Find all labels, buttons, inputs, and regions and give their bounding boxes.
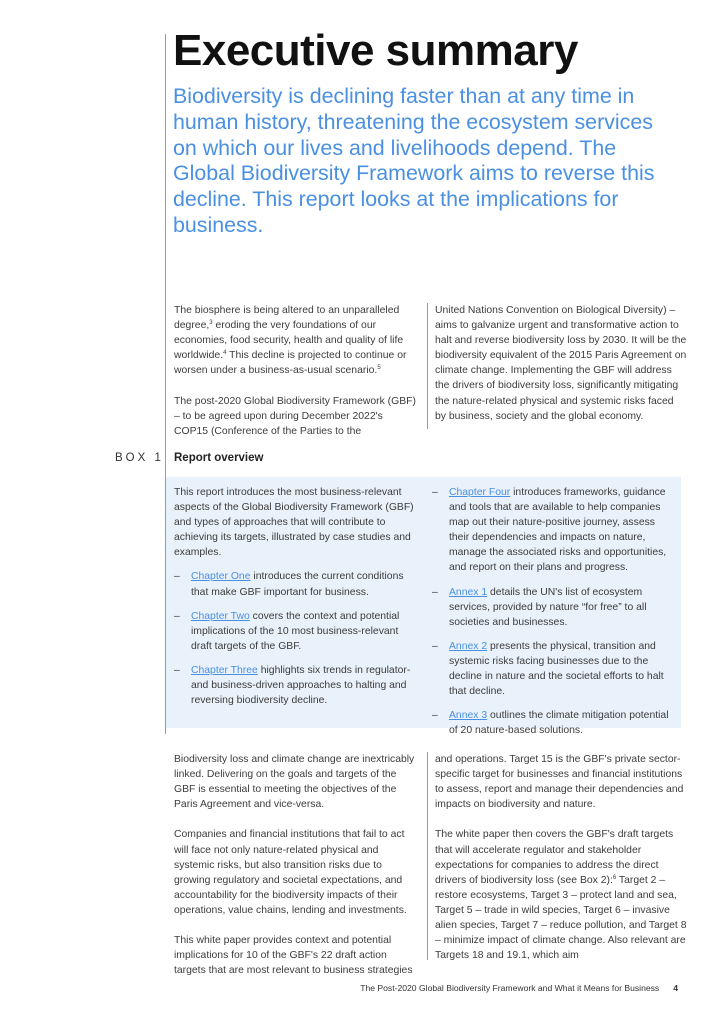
intro-right-column <box>435 303 687 424</box>
lead-paragraph: Biodiversity is declining faster than at any time in human history, threatening the ecosystem services on which our lives and livelihoods depend. The Global Biodiversity Framework aims to reverse this decline. This report looks at the implications for business. <box>173 84 655 237</box>
body-right-column <box>435 752 687 963</box>
body-paragraph-4: and operations. Target 15 is the GBF's private sector-specific target for businesses and financial institutions to assess, report and manage their dependencies and impacts on biodiversity and nature. <box>435 754 684 811</box>
list-item: – Annex 1 details the UN's list of ecosystem services, provided by nature “for free” to all societies and businesses. <box>432 586 647 628</box>
footnote-ref[interactable]: 4 <box>223 350 227 357</box>
list-item: – Annex 2 presents the physical, transition and systemic risks facing businesses due to the decline in nature and the societal efforts to halt that decline. <box>432 640 664 698</box>
dash-bullet: – <box>432 487 438 498</box>
page-footer <box>360 983 678 993</box>
annex-2-link[interactable]: Annex 2 <box>449 640 488 652</box>
dash-bullet: – <box>432 640 438 652</box>
list-item: – Chapter Four introduces frameworks, guidance and tools that are available to help companies map out their nature-positive journey, assess their dependencies and impacts on nature, manage the associated risks and opportunities, and report on their plans and progress. <box>432 487 667 574</box>
list-item: – Chapter One introduces the current conditions that make GBF important for business. <box>174 571 404 598</box>
footnote-ref[interactable]: 3 <box>209 320 213 327</box>
list-item: – Chapter Three highlights six trends in regulator- and business-driven approaches to halting and reversing biodiversity decline. <box>174 664 411 707</box>
chapter-four-link[interactable]: Chapter Four <box>449 487 511 498</box>
intro-paragraph-3: United Nations Convention on Biological Diversity) – aims to galvanize urgent and transformative action to halt and reverse biodiversity loss by 2030. It will be the biodiversity equivalent of the 2015 Paris Agreement on climate change. Implementing the GBF will address the drivers of biodiversity loss, significantly mitigating the nature-related physical and systemic risks faced by business, society and the global economy. <box>435 305 687 422</box>
box-left-column <box>174 485 419 717</box>
body-paragraph-3: This white paper provides context and potential implications for 10 of the GBF's 22 draft action targets that are most relevant to business strategies <box>174 935 413 977</box>
body-paragraph-5: The white paper then covers the GBF's draft targets that will accelerate regulator and stakeholder expectations for companies to address the direct drivers of biodiversity loss (see Box 2):$^6$ Target 2 – restore ecosystems, Target 3 – protect land and sea, Target 5 – trade in wild species, Target 6 – invasive alien species, Target 7 – reduce pollution, and Target 8 – minimize impact of climate change. Also relevant are Targets 18 and 19.1, which aim <box>435 829 687 962</box>
list-item: – Annex 3 outlines the climate mitigation potential of 20 nature-based solutions. <box>432 710 669 737</box>
report-overview-box <box>166 477 681 737</box>
page-title: Executive summary <box>173 26 578 75</box>
dash-bullet: – <box>432 710 438 722</box>
dash-bullet: – <box>432 586 438 598</box>
page-number: 4 <box>673 983 678 993</box>
footnote-ref[interactable]: 6 <box>612 874 617 881</box>
intro-paragraph-1: The biosphere is being altered to an unparalleled degree,$^3$ eroding the very foundations of our economies, food security, health and quality of life worldwide.$^4$ This decline is projected to continue or worsen under a business-as-usual scenario.$^5$ <box>174 305 407 377</box>
dash-bullet: – <box>174 664 180 676</box>
dash-bullet: – <box>174 610 180 622</box>
column-divider <box>427 303 428 429</box>
body-paragraph-2: Companies and financial institutions that fail to act will face not only nature-related physical and systemic risks, but also transition risks due to growing regulatory and societal expectations, and accountability for the biodiversity impacts of their operations, value chains, lending and investments. <box>174 829 407 916</box>
annex-3-link[interactable]: Annex 3 <box>449 710 488 722</box>
dash-bullet: – <box>174 571 180 583</box>
footnote-ref[interactable]: 5 <box>377 365 381 372</box>
intro-left-column <box>174 303 419 439</box>
box-intro: This report introduces the most business-relevant aspects of the Global Biodiversity Framework (GBF) and types of approaches that will contribute to achieving its targets, illustrated by case studies and examples. <box>174 487 414 559</box>
list-item: – Chapter Two covers the context and potential implications of the 10 most business-relevant draft targets of the GBF. <box>174 610 400 652</box>
box-title: Report overview <box>174 452 264 464</box>
box-label: BOX 1 <box>115 452 164 464</box>
body-left-column <box>174 752 419 978</box>
column-divider <box>427 752 428 960</box>
chapter-two-link[interactable]: Chapter Two <box>191 610 250 622</box>
chapter-one-link[interactable]: Chapter One <box>191 571 251 583</box>
box-right-column <box>432 485 677 747</box>
intro-paragraph-2: The post-2020 Global Biodiversity Framework (GBF) – to be agreed upon during December 2022's COP15 (Conference of the Parties to the <box>174 395 416 437</box>
body-paragraph-1: Biodiversity loss and climate change are inextricably linked. Delivering on the goals and targets of the GBF is essential to meeting the objectives of the Paris Agreement and vice-versa. <box>174 754 415 811</box>
chapter-three-link[interactable]: Chapter Three <box>191 664 258 676</box>
annex-1-link[interactable]: Annex 1 <box>449 586 488 598</box>
footer-title: The Post-2020 Global Biodiversity Framework and What it Means for Business <box>360 983 660 993</box>
